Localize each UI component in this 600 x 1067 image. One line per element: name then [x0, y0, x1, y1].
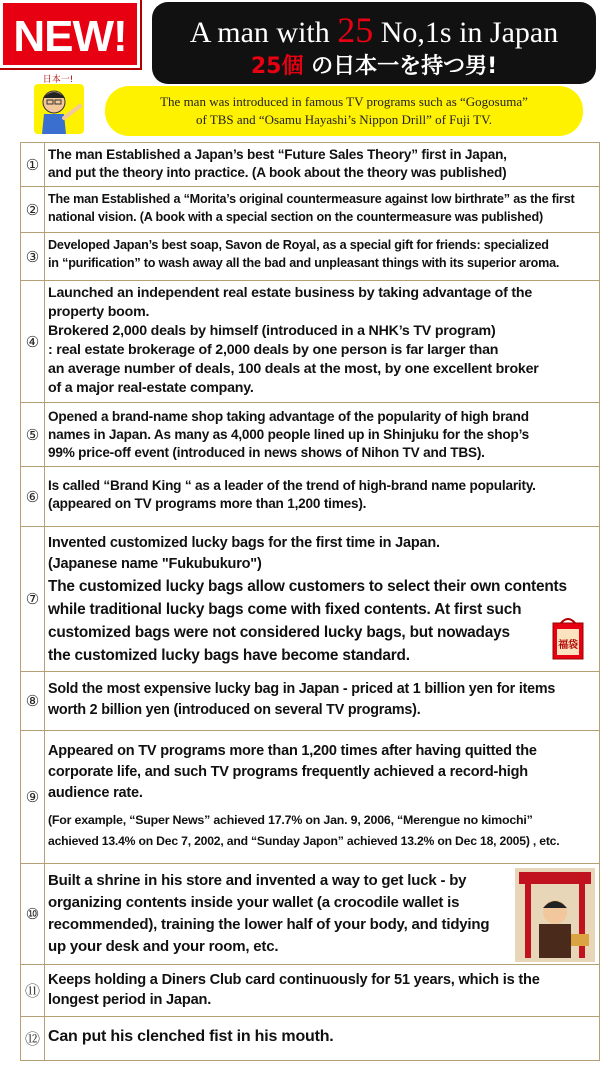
title-en-number: 25 — [337, 10, 374, 50]
row-number: ⑫ — [21, 1017, 45, 1060]
row-line: of a major real-estate company. — [48, 380, 254, 396]
table-row — [20, 1017, 600, 1061]
row-line: : real estate brokerage of 2,000 deals by one person is far larger than — [48, 342, 499, 358]
row-line: up your desk and your room, etc. — [48, 938, 279, 955]
table-row — [20, 965, 600, 1017]
row-line: organizing contents inside your wallet (a crocodile wallet is — [48, 894, 460, 911]
title-jp-rest: の日本一を持つ男! — [303, 54, 498, 79]
table-row — [20, 187, 600, 233]
row-line: achieved 13.4% on Dec 7, 2002, and “Sunday Japon” achieved 13.2% on Dec 18, 2005) , etc. — [48, 834, 560, 848]
table-row — [20, 233, 600, 281]
row-line: Keeps holding a Diners Club card continuously for 51 years, which is the — [48, 972, 540, 988]
row-line: Brokered 2,000 deals by himself (introduced in a NHK’s TV program) — [48, 323, 496, 339]
table-row — [20, 281, 600, 403]
title-en-suffix: No,1s in Japan — [373, 16, 559, 49]
title-jp-number: 25個 — [250, 54, 304, 79]
achievements-table — [20, 142, 600, 1061]
lucky-bag-icon — [551, 615, 585, 661]
row-line: Developed Japan’s best soap, Savon de Royal, as a special gift for friends: specialized — [48, 238, 549, 252]
new-badge: NEW! — [0, 0, 140, 68]
row-line: while traditional lucky bags come with fixed contents. At first such — [48, 601, 522, 618]
row-line: Appeared on TV programs more than 1,200 times after having quitted the — [48, 743, 537, 759]
lucky-bag-label: 福袋 — [558, 640, 578, 651]
row-number: ⑪ — [21, 965, 45, 1016]
row-line: (appeared on TV programs more than 1,200 times). — [48, 496, 367, 511]
row-line: Can put his clenched fist in his mouth. — [48, 1028, 334, 1045]
row-number: ④ — [21, 281, 45, 402]
row-line: recommended), training the lower half of your body, and tidying — [48, 916, 490, 933]
row-line: Built a shrine in his store and invented a way to get luck - by — [48, 872, 467, 889]
row-number: ① — [21, 143, 45, 186]
row-line: property boom. — [48, 304, 150, 320]
table-row — [20, 467, 600, 527]
table-row — [20, 143, 600, 187]
row-number: ⑤ — [21, 403, 45, 466]
table-row — [20, 731, 600, 864]
row-line: Is called “Brand King “ as a leader of the trend of high-brand name popularity. — [48, 478, 536, 493]
row-line: worth 2 billion yen (introduced on several TV programs). — [48, 702, 421, 718]
row-number: ⑧ — [21, 672, 45, 730]
row-text — [45, 527, 599, 671]
row-line: The customized lucky bags allow customers to select their own contents — [48, 578, 567, 595]
row-number: ⑨ — [21, 731, 45, 863]
row-text — [45, 1017, 599, 1060]
row-line: audience rate. — [48, 785, 143, 801]
row-text — [45, 233, 599, 280]
table-row — [20, 672, 600, 731]
row-line: the customized lucky bags have become standard. — [48, 647, 410, 664]
intro-line: of TBS and “Osamu Hayashi’s Nippon Drill” of Fuji TV. — [195, 112, 493, 127]
row-number: ⑥ — [21, 467, 45, 526]
row-line: 99% price-off event (introduced in news shows of Nihon TV and TBS). — [48, 445, 485, 460]
title-banner — [152, 2, 596, 84]
row-line: Invented customized lucky bags for the first time in Japan. — [48, 535, 440, 551]
row-line: (Japanese name "Fukubukuro") — [48, 556, 262, 572]
row-line: corporate life, and such TV programs frequently achieved a record-high — [48, 764, 528, 780]
row-line: and put the theory into practice. (A book about the theory was published) — [48, 165, 507, 180]
mascot-caption: 日本一! — [42, 75, 74, 85]
row-text — [45, 672, 599, 730]
intro-line: The man was introduced in famous TV programs such as “Gogosuma” — [160, 94, 528, 109]
row-line: longest period in Japan. — [48, 992, 212, 1008]
row-line: Launched an independent real estate business by taking advantage of the — [48, 285, 533, 301]
shrine-photo — [515, 868, 595, 962]
table-row — [20, 864, 600, 965]
row-line: Sold the most expensive lucky bag in Japan - priced at 1 billion yen for items — [48, 681, 556, 697]
row-line: The man Established a “Morita’s original countermeasure against low birthrate” as the first — [48, 192, 575, 206]
row-line: names in Japan. As many as 4,000 people lined up in Shinjuku for the shop’s — [48, 427, 530, 442]
row-line: an average number of deals, 100 deals at the most, by one excellent broker — [48, 361, 539, 377]
row-line: The man Established a Japan’s best “Future Sales Theory” first in Japan, — [48, 147, 507, 162]
row-line: Opened a brand-name shop taking advantage of the popularity of high brand — [48, 409, 529, 424]
row-text — [45, 864, 599, 964]
row-line: (For example, “Super News” achieved 17.7% on Jan. 9, 2006, “Merengue no kimochi” — [48, 813, 533, 827]
title-japanese — [152, 53, 596, 81]
row-line: customized bags were not considered lucky bags, but nowadays — [48, 624, 510, 641]
row-number: ② — [21, 187, 45, 232]
row-line: in “purification” to wash away all the bad and unpleasant things with its superior aroma. — [48, 256, 560, 270]
title-english — [152, 10, 596, 53]
table-row — [20, 403, 600, 467]
row-text — [45, 281, 599, 402]
row-text — [45, 731, 599, 863]
row-text — [45, 403, 599, 466]
mascot-illustration — [20, 72, 96, 138]
row-number: ⑩ — [21, 864, 45, 964]
row-text — [45, 143, 599, 186]
table-row — [20, 527, 600, 672]
row-text — [45, 467, 599, 526]
row-line: national vision. (A book with a special section on the countermeasure was published) — [48, 210, 543, 224]
intro-bubble — [105, 86, 583, 136]
row-number: ⑦ — [21, 527, 45, 671]
row-text — [45, 187, 599, 232]
row-number: ③ — [21, 233, 45, 280]
row-text — [45, 965, 599, 1016]
title-en-prefix: A man with — [189, 16, 338, 49]
